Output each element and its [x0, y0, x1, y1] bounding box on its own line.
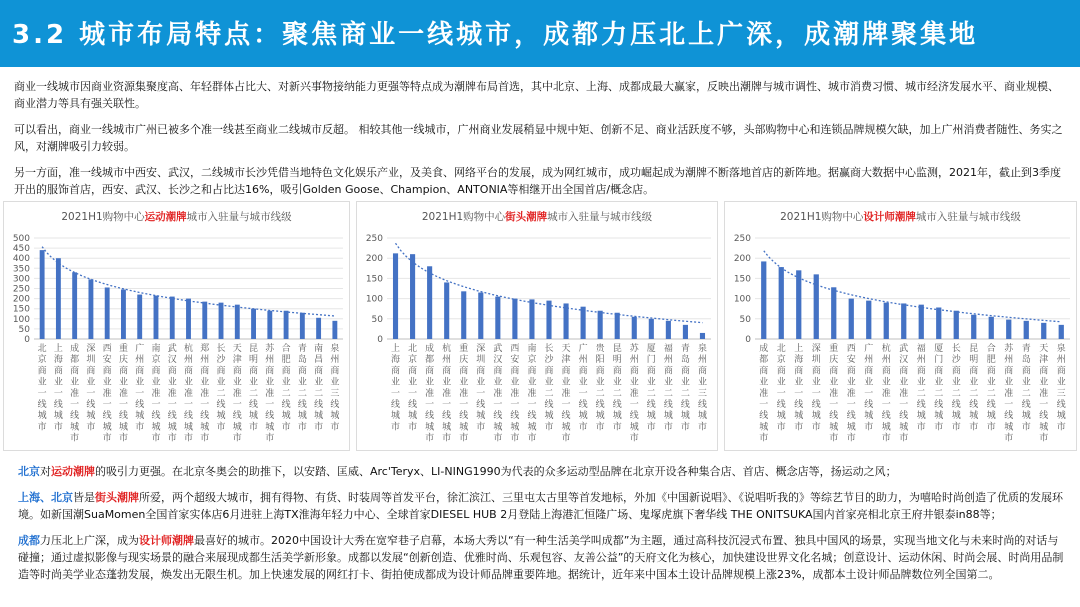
y-tick-label: 300 — [12, 274, 30, 285]
bar — [632, 317, 637, 339]
x-tick-label: 长沙商业二线城市 — [216, 344, 226, 433]
bar — [170, 297, 175, 339]
x-tick-label: 深圳商业一线城市 — [811, 344, 821, 433]
x-tick-label: 青岛商业二线城市 — [297, 344, 307, 433]
bar — [56, 258, 61, 339]
x-tick-label: 武汉商业准一线城市 — [167, 344, 177, 444]
bar — [1006, 320, 1011, 339]
bar — [683, 325, 688, 339]
bar — [186, 299, 191, 339]
chart-title — [780, 210, 1021, 223]
bar — [284, 311, 289, 339]
x-tick-label: 重庆商业准一线城市 — [118, 344, 128, 444]
bar — [849, 299, 854, 339]
trendline — [764, 251, 1062, 322]
y-tick-label: 500 — [12, 234, 30, 244]
x-tick-label: 广州商业一线城市 — [578, 344, 588, 433]
y-tick-label: 250 — [12, 284, 30, 295]
x-tick-label: 成都商业准一线城市 — [425, 344, 435, 444]
y-tick-label: 0 — [24, 335, 30, 345]
bar — [529, 299, 534, 339]
bar — [478, 293, 483, 339]
bar — [796, 270, 801, 339]
bar — [700, 333, 705, 339]
bar — [989, 317, 994, 339]
bar — [919, 305, 924, 339]
chart-title-suffix: 城市入驻量与城市线级 — [915, 211, 1021, 223]
x-tick-label: 青岛商业二线城市 — [680, 344, 690, 433]
y-tick-label: 50 — [371, 314, 383, 325]
y-tick-label: 250 — [733, 234, 751, 244]
bar — [137, 295, 142, 339]
x-tick-label: 南昌商业二线城市 — [314, 344, 324, 433]
chart-title-highlight: 运动潮牌 — [144, 211, 187, 223]
x-tick-label: 苏州商业准一线城市 — [265, 344, 275, 444]
x-tick-label: 长沙商业二线城市 — [951, 344, 961, 433]
bar — [866, 301, 871, 339]
chart-svg — [357, 202, 717, 450]
x-tick-label: 福州商业二线城市 — [916, 344, 926, 433]
category-highlight: 运动潮牌 — [51, 465, 95, 478]
chart-title-prefix: 2021H1购物中心 — [61, 211, 145, 223]
bar — [410, 254, 415, 339]
chart-title-suffix: 城市入驻量与城市线级 — [186, 211, 292, 223]
bar — [427, 266, 432, 339]
y-tick-label: 0 — [745, 335, 751, 345]
x-tick-label: 武汉商业准一线城市 — [493, 344, 503, 444]
x-tick-label: 北京商业一线城市 — [408, 344, 418, 433]
chart-title-highlight: 街头潮牌 — [505, 211, 548, 223]
x-tick-label: 杭州商业准一线城市 — [183, 344, 194, 444]
y-tick-label: 0 — [377, 335, 383, 345]
y-tick-label: 100 — [12, 314, 30, 325]
chengdu-paragraph — [18, 532, 1064, 583]
bar — [72, 272, 77, 339]
y-tick-label: 400 — [12, 254, 30, 265]
x-tick-label: 南京商业准一线城市 — [151, 344, 161, 444]
x-tick-label: 厦门商业二线城市 — [646, 344, 656, 433]
x-tick-label: 广州商业一线城市 — [135, 344, 145, 433]
y-tick-label: 150 — [733, 274, 751, 285]
x-tick-label: 郑州商业准一线城市 — [200, 344, 210, 444]
bar — [884, 303, 889, 339]
city-highlight: 北京 — [18, 465, 40, 478]
bar — [649, 319, 654, 339]
page-title: 3.2 城市布局特点：聚焦商业一线城市，成都力压北上广深，成潮牌聚集地 — [12, 20, 979, 50]
bar — [546, 301, 551, 339]
bar — [954, 311, 959, 339]
chart-title — [61, 210, 292, 223]
shanghai-beijing-paragraph — [18, 489, 1064, 523]
y-tick-label: 200 — [365, 254, 383, 265]
y-tick-label: 100 — [733, 294, 751, 305]
y-tick-label: 200 — [12, 294, 30, 305]
x-tick-label: 天津商业准一线城市 — [561, 344, 571, 444]
y-tick-label: 200 — [733, 254, 751, 265]
x-tick-label: 昆明商业二线城市 — [969, 344, 979, 433]
header-banner — [0, 0, 1080, 67]
x-tick-label: 成都商业准一线城市 — [759, 344, 769, 444]
bar — [332, 321, 337, 339]
bar — [598, 311, 603, 339]
chart-svg — [725, 202, 1076, 450]
designer-brand-chart — [724, 201, 1077, 451]
x-tick-label: 成都商业准一线城市 — [70, 344, 80, 444]
x-tick-label: 北京商业一线城市 — [37, 344, 47, 433]
x-tick-label: 上海商业一线城市 — [794, 344, 804, 433]
x-tick-label: 天津商业准一线城市 — [232, 344, 242, 444]
y-tick-label: 250 — [365, 234, 383, 244]
x-tick-label: 泉州商业三线城市 — [697, 344, 707, 433]
x-tick-label: 重庆商业准一线城市 — [829, 344, 839, 444]
x-tick-label: 深圳商业一线城市 — [86, 344, 96, 433]
bar — [219, 303, 224, 339]
bar — [393, 253, 398, 339]
x-tick-label: 杭州商业准一线城市 — [881, 344, 891, 444]
x-tick-label: 武汉商业准一线城市 — [899, 344, 909, 444]
y-tick-label: 450 — [12, 244, 30, 255]
bar — [615, 313, 620, 339]
bar — [495, 297, 500, 339]
bar — [461, 291, 466, 339]
x-tick-label: 合肥商业二线城市 — [986, 344, 996, 433]
x-tick-label: 广州商业一线城市 — [864, 344, 874, 433]
bar — [512, 299, 517, 339]
text-segment: 的吸引力更强。在北京冬奥会的助推下，以安踏、匡威、Arc'Teryx、LI-NING1990为代表的众多运动型品牌在北京开设各种集合店、首店、概念店等，扬运动之风； — [95, 465, 897, 478]
chart-title-suffix: 城市入驻量与城市线级 — [547, 211, 653, 223]
bar — [251, 309, 256, 339]
x-tick-label: 西安商业准一线城市 — [102, 344, 112, 444]
bar — [936, 307, 941, 339]
y-tick-label: 150 — [12, 304, 30, 315]
x-tick-label: 杭州商业准一线城市 — [442, 344, 452, 444]
x-tick-label: 长沙商业二线城市 — [544, 344, 554, 433]
category-highlight: 设计师潮牌 — [139, 534, 194, 547]
x-tick-label: 上海商业一线城市 — [391, 344, 401, 433]
y-tick-label: 50 — [18, 324, 30, 335]
bar — [1041, 323, 1046, 339]
chart-title — [422, 210, 653, 223]
bar — [300, 313, 305, 339]
x-tick-label: 苏州商业准一线城市 — [1004, 344, 1014, 444]
bar — [88, 279, 93, 339]
x-tick-label: 西安商业准一线城市 — [846, 344, 856, 444]
bar — [202, 302, 207, 339]
y-tick-label: 50 — [739, 314, 751, 325]
bar — [581, 307, 586, 339]
chart-title-prefix: 2021H1购物中心 — [421, 211, 506, 223]
intro-paragraph: 商业一线城市因商业资源集聚度高、年轻群体占比大、对新兴事物接纳能力更强等特点成为潮牌布局首选，其中北京、上海、成都成最大赢家，反映出潮牌与城市调性、城市消费习惯、城市经济发展水平、商业规模、商业潜力等具有强关联性。 — [14, 80, 1059, 110]
x-tick-label: 泉州商业三线城市 — [1056, 344, 1066, 433]
guangzhou-paragraph: 可以看出，商业一线城市广州已被多个准一线甚至商业二线城市反超。 相较其他一线城市，广州商业发展稍显中规中矩、创新不足、商业活跃度不够，头部购物中心和连锁品牌规模欠缺，加上广州消费者随性、务实之风，对潮牌吸引力较弱。 — [14, 123, 1063, 153]
x-tick-label: 北京商业一线城市 — [776, 344, 786, 433]
x-tick-label: 重庆商业准一线城市 — [459, 344, 469, 444]
bar — [121, 290, 126, 339]
bar — [105, 287, 110, 339]
text-segment: 皆是 — [73, 491, 95, 504]
bar — [901, 303, 906, 339]
y-tick-label: 100 — [365, 294, 383, 305]
y-tick-label: 150 — [365, 274, 383, 285]
bar — [154, 296, 159, 339]
text-segment: 力压北上广深，成为 — [40, 534, 139, 547]
x-tick-label: 深圳商业一线城市 — [476, 344, 486, 433]
x-tick-label: 泉州商业三线城市 — [330, 344, 340, 433]
bar — [267, 311, 272, 339]
chart-title-prefix: 2021H1购物中心 — [780, 211, 864, 223]
text-segment: 对 — [40, 465, 51, 478]
x-tick-label: 苏州商业准一线城市 — [629, 344, 639, 444]
bar — [40, 250, 45, 339]
chart-title-highlight: 设计师潮牌 — [863, 211, 916, 223]
x-tick-label: 上海商业一线城市 — [53, 344, 63, 433]
bar — [316, 318, 321, 339]
bar — [666, 321, 671, 339]
x-tick-label: 天津商业准一线城市 — [1039, 344, 1049, 444]
x-tick-label: 西安商业准一线城市 — [510, 344, 520, 444]
y-tick-label: 350 — [12, 264, 30, 275]
beijing-paragraph — [18, 463, 1064, 480]
bar — [971, 315, 976, 339]
text-segment: 所爱，两个超级大城市，拥有得物、有货、时装周等首发平台，徐汇滨江、三里屯太古里等首发地标，外加《中国新说唱》、《说唱听我的》等综艺节目的助力，为嘻哈时尚创造了优质的发展环境。如新国潮SuaMomen全国首家实体店6月进驻上海TX淮海年轻力中心、全球首家DIESEL HUB 2月登陆上海港汇恒隆广场、鬼塚虎旗下奢华线 THE ONITSUKA国内首家亮相北京王府井银泰in88等； — [18, 491, 1063, 521]
x-tick-label: 南京商业准一线城市 — [527, 344, 537, 444]
chart-svg — [4, 202, 349, 450]
category-highlight: 街头潮牌 — [95, 491, 139, 504]
x-tick-label: 贵阳商业二线城市 — [595, 344, 605, 433]
city-highlight: 上海、北京 — [18, 491, 73, 504]
sports-brand-chart — [3, 201, 350, 451]
emerging-cities-paragraph: 另一方面，准一线城市中西安、武汉，二线城市长沙凭借当地特色文化娱乐产业，及美食、网络平台的发展，成为网红城市，成功崛起成为潮牌不断落地首店的新阵地。据赢商大数据中心监测，2021年，截止到3季度开出的服饰首店，西安、武汉、长沙之和占比达16%，吸引Golden Goose、Champion、ANTONIA等相继开出全国首店/概念店。 — [14, 166, 1061, 196]
x-tick-label: 昆明商业二线城市 — [612, 344, 622, 433]
street-brand-chart — [356, 201, 718, 451]
bar — [761, 261, 766, 339]
x-tick-label: 合肥商业二线城市 — [281, 344, 291, 433]
city-highlight: 成都 — [18, 534, 40, 547]
x-tick-label: 福州商业二线城市 — [663, 344, 673, 433]
bar — [235, 305, 240, 339]
x-tick-label: 青岛商业二线城市 — [1021, 344, 1031, 433]
bar — [831, 287, 836, 339]
bar — [444, 282, 449, 339]
bar — [779, 267, 784, 339]
bar — [1059, 325, 1064, 339]
x-tick-label: 厦门商业二线城市 — [934, 344, 944, 433]
text-segment: 最喜好的城市。2020中国设计大秀在宽窄巷子启幕，本场大秀以“有一种生活美学叫成都”为主题，通过高科技沉浸式布置、独具中国风的场景，实现当地文化与未来时尚的对话与碰撞；通过虚拟影像与现实场景的融合来展现成都生活美学新形象。成都以发展“创新创造、优雅时尚、乐观包容、友善公益”的天府文化为核心，加快建设世界文化名城；创意设计、运动休闲、时尚会展、时尚用品制造等时尚美学业态蓬勃发展，焕发出无限生机。加上快速发展的网红打卡、街拍使成都成为设计师品牌重要阵地。据统计，近年来中国本土设计品牌规模上涨23%，成都本土设计师品牌数位列全国第二。 — [18, 534, 1064, 581]
bar — [1024, 321, 1029, 339]
x-tick-label: 昆明商业二线城市 — [249, 344, 259, 433]
